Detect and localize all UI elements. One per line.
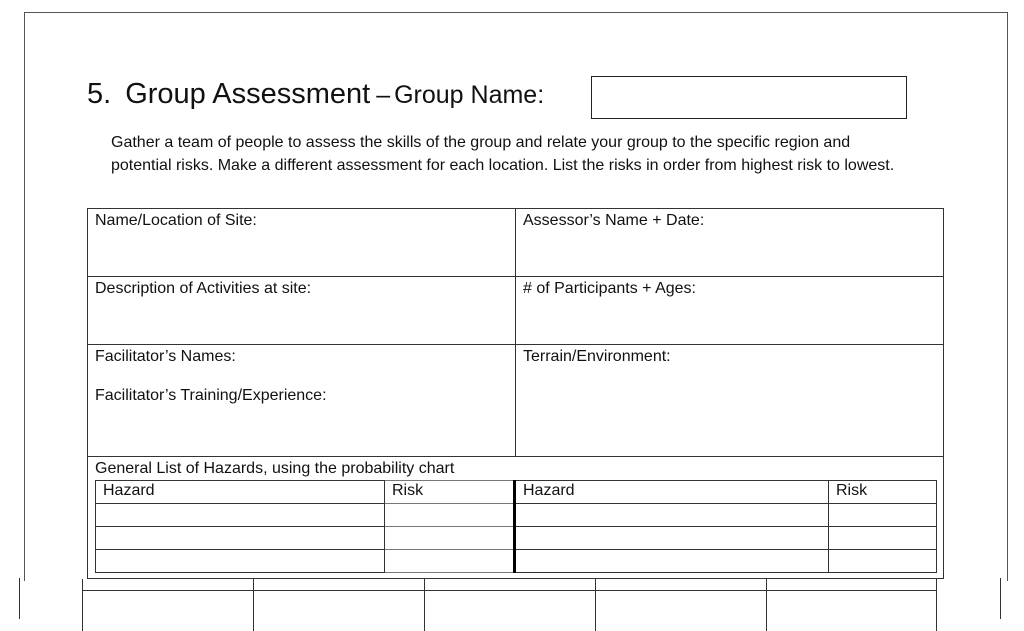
intro-paragraph: Gather a team of people to assess the skills of the group and relate your group to the specific region and potential risks. Make a different assessment for each location. List the risks in order from highest risk to lowest.: [111, 134, 895, 174]
participants-cell[interactable]: [516, 277, 944, 345]
risk-cell[interactable]: [829, 504, 937, 527]
risk-cell[interactable]: [385, 504, 515, 527]
hazards-header-row: [96, 481, 937, 504]
title-dash: –: [376, 81, 391, 109]
facilitator-names-label: Facilitator’s Names:: [95, 348, 236, 365]
site-cell[interactable]: [88, 209, 516, 277]
terrain-cell[interactable]: [516, 345, 944, 457]
participants-label: # of Participants + Ages:: [523, 280, 696, 297]
facilitator-training-label: Facilitator’s Training/Experience:: [95, 387, 327, 404]
group-name-field[interactable]: [591, 76, 907, 119]
risk-cell[interactable]: [385, 527, 515, 550]
hazards-table: [95, 480, 937, 573]
site-label: Name/Location of Site:: [95, 212, 257, 229]
hazard-cell[interactable]: [96, 527, 385, 550]
section-heading: [87, 78, 544, 111]
table-row: [96, 504, 937, 527]
risk-header-left: Risk: [385, 481, 515, 504]
next-page-table-edge: [82, 590, 937, 631]
hazard-cell[interactable]: [96, 504, 385, 527]
next-page-cell-divider: [936, 579, 937, 631]
table-row: [96, 550, 937, 573]
assessment-form-table: [87, 208, 944, 579]
next-page-cell-divider: [424, 579, 425, 631]
risk-header-right: Risk: [829, 481, 937, 504]
next-page-cell-divider: [253, 579, 254, 631]
hazard-cell[interactable]: [96, 550, 385, 573]
hazard-cell[interactable]: [515, 550, 829, 573]
terrain-label: Terrain/Environment:: [523, 348, 671, 365]
hazard-header-left: Hazard: [96, 481, 385, 504]
risk-cell[interactable]: [385, 550, 515, 573]
facilitator-cell[interactable]: [88, 345, 516, 457]
group-name-label: Group Name:: [394, 81, 545, 109]
assessor-label: Assessor’s Name + Date:: [523, 212, 705, 229]
activities-label: Description of Activities at site:: [95, 280, 312, 297]
activities-cell[interactable]: [88, 277, 516, 345]
page-edge-right: [1000, 578, 1001, 619]
next-page-cell-divider: [82, 579, 83, 631]
hazard-header-right: Hazard: [515, 481, 829, 504]
page-edge-left: [19, 578, 20, 619]
assessor-cell[interactable]: [516, 209, 944, 277]
risk-cell[interactable]: [829, 527, 937, 550]
hazard-cell[interactable]: [515, 504, 829, 527]
section-title: Group Assessment: [125, 78, 371, 110]
hazards-section: [88, 457, 944, 579]
next-page-cell-divider: [766, 579, 767, 631]
hazard-cell[interactable]: [515, 527, 829, 550]
hazards-label: General List of Hazards, using the probability chart: [95, 460, 455, 477]
table-row: [96, 527, 937, 550]
risk-cell[interactable]: [829, 550, 937, 573]
section-number: 5.: [87, 78, 112, 110]
next-page-cell-divider: [595, 579, 596, 631]
